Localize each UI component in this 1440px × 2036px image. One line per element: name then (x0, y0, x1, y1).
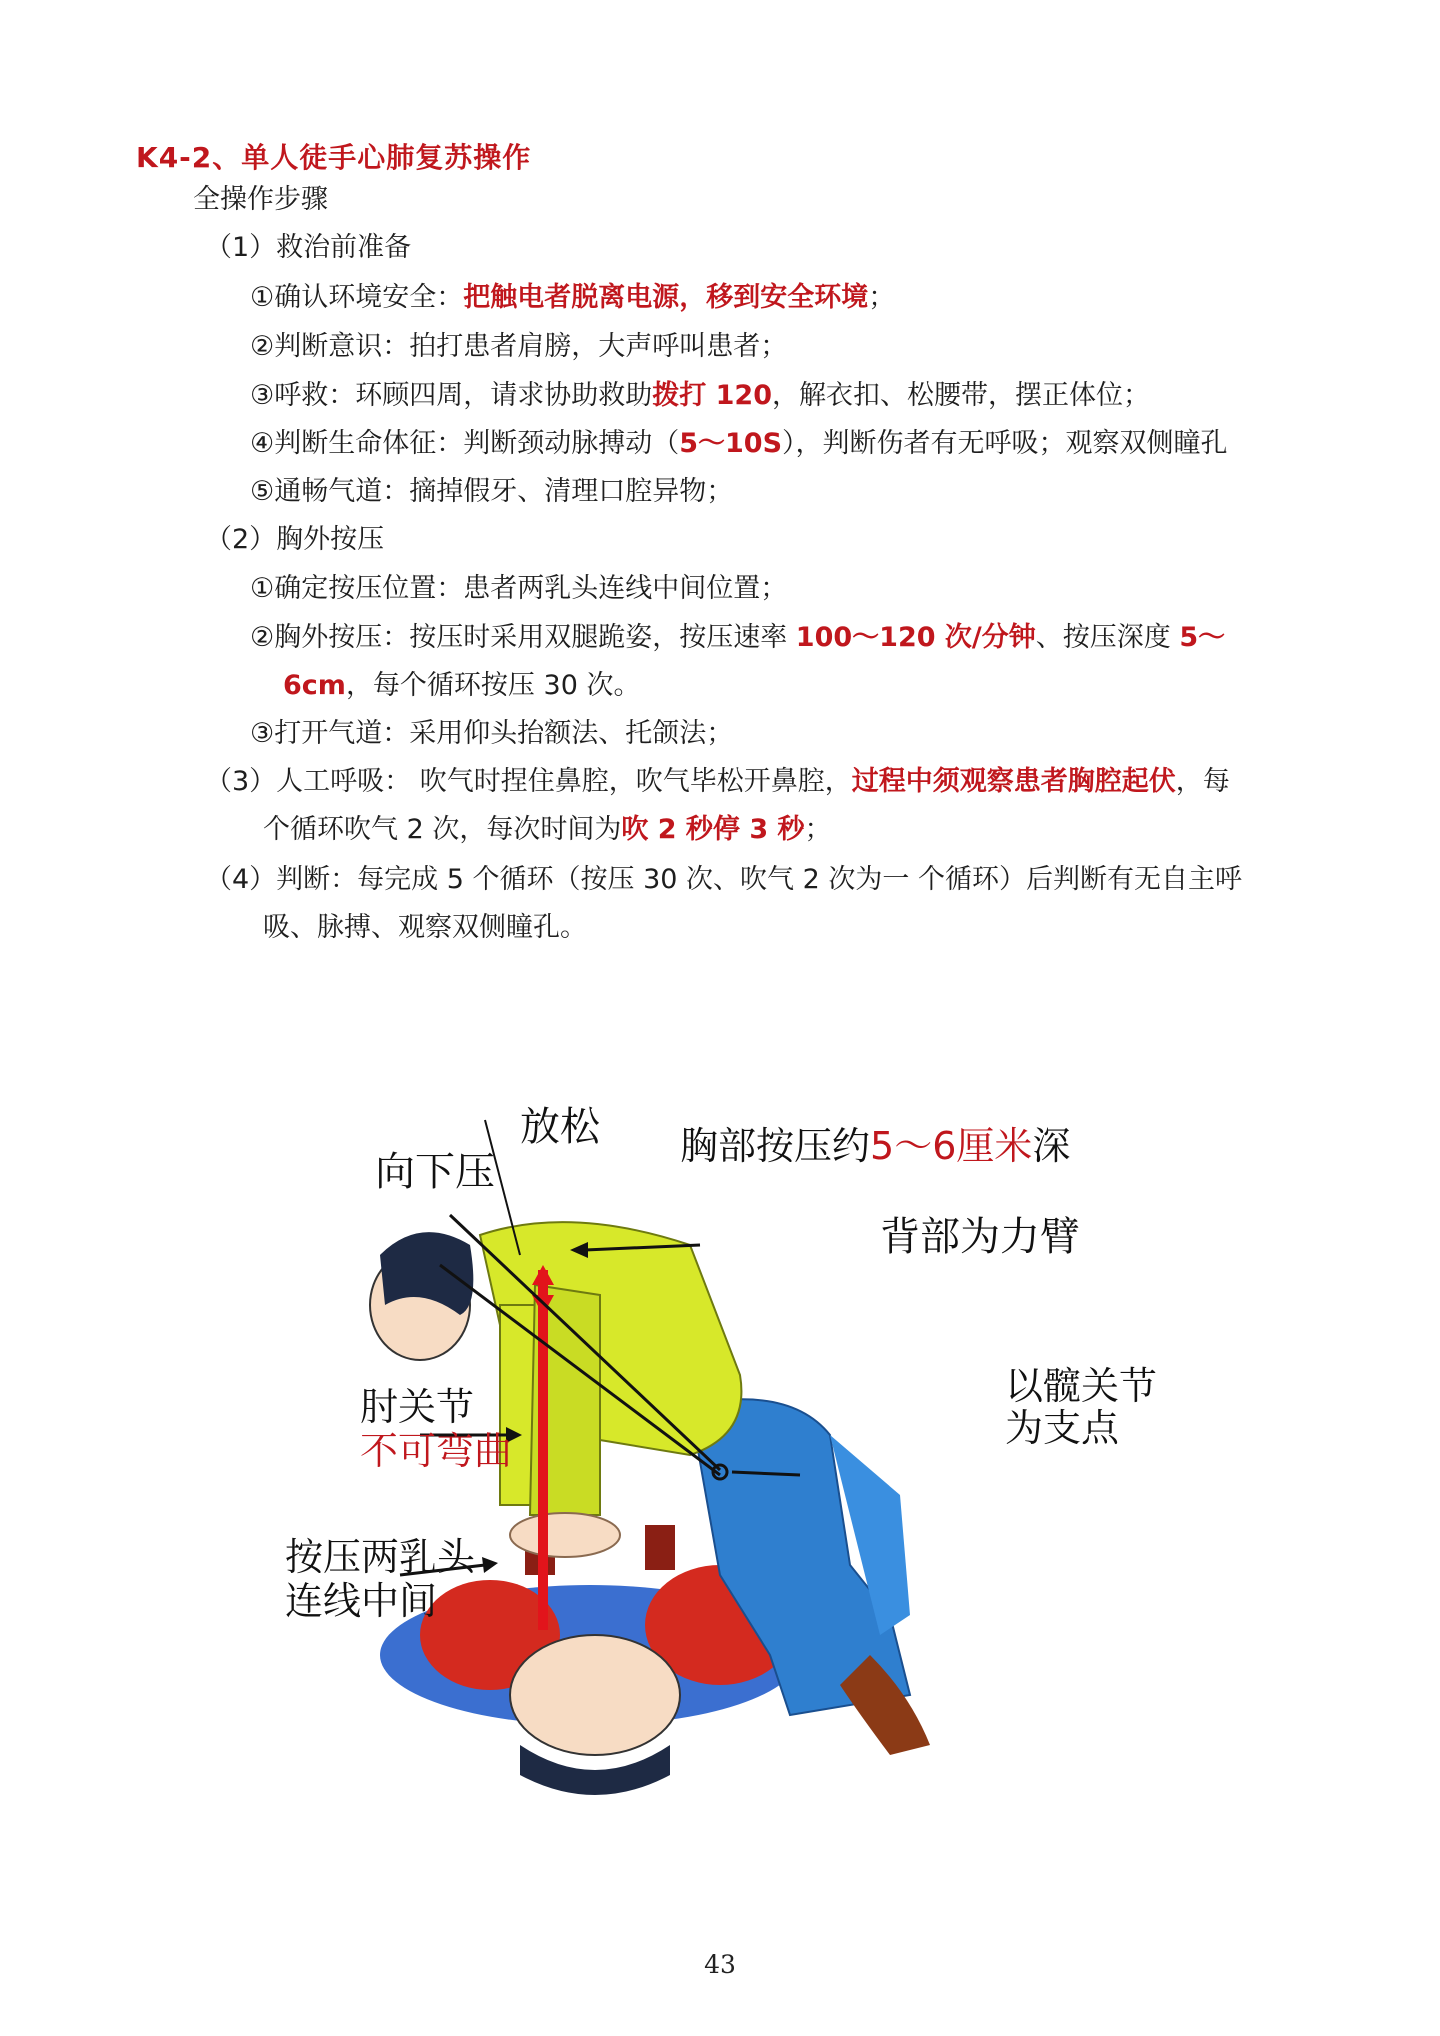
s3-highlight-1: 过程中须观察患者胸腔起伏 (851, 766, 1176, 797)
force-line (538, 1270, 548, 1630)
s1-item-2: ②判断意识：拍打患者肩膀，大声呼叫患者； (250, 331, 788, 362)
s1-i3-end: ，解衣扣、松腰带，摆正体位； (771, 380, 1150, 411)
label-hip-pivot-2: 为支点 (1005, 1406, 1120, 1450)
s1-i1-label: ①确认环境安全： (250, 282, 464, 313)
label-back-lever: 背部为力臂 (880, 1214, 1080, 1260)
s1-heading: （1）救治前准备 (205, 232, 412, 263)
label-relax: 放松 (520, 1104, 600, 1150)
s2-i2-mid: 、按压深度 (1035, 622, 1180, 653)
press-arrow-head-icon (482, 1557, 498, 1573)
label-chest-depth-a: 胸部按压约 (680, 1124, 871, 1168)
s2-item-1: ①确定按压位置：患者两乳头连线中间位置； (250, 573, 788, 604)
s4-line-2: 吸、脉搏、观察双侧瞳孔。 (263, 912, 587, 943)
s2-i2-depth-unit: 6cm (283, 670, 346, 701)
s4-line-1: （4）判断：每完成 5 个循环（按压 30 次、吹气 2 次为一 个循环）后判断有无自主呼 (205, 864, 1242, 895)
s2-i2-depth: 5～ (1179, 622, 1226, 653)
s1-i4-label: ④判断生命体征：判断颈动脉搏动（ (250, 428, 680, 459)
s2-i2-label: ②胸外按压：按压时采用双腿跪姿，按压速率 (250, 622, 796, 653)
s2-i2-rate: 100～120 次/分钟 (795, 622, 1036, 653)
patient-face (510, 1635, 680, 1755)
label-hip-pivot-1: 以髋关节 (1005, 1364, 1158, 1408)
s1-i4-highlight: 5～10S (679, 428, 783, 459)
label-press-pos-1: 按压两乳头 (285, 1535, 476, 1579)
s3-line-2 (263, 810, 832, 850)
s2-i2-end: ，每个循环按压 30 次。 (345, 670, 641, 701)
s1-i1-highlight: 把触电者脱离电源，移到安全环境 (463, 282, 869, 313)
s3-line-1 (205, 762, 1230, 802)
s2-item-3: ③打开气道：采用仰头抬额法、托颌法； (250, 718, 734, 749)
label-elbow-2: 不可弯曲 (360, 1429, 513, 1473)
s3-text-d: 个循环吹气 2 次，每次时间为 (263, 814, 622, 845)
patient-arm-right (645, 1525, 675, 1570)
s1-item-1 (250, 278, 895, 318)
s1-item-4 (250, 424, 1228, 464)
label-chest-depth-b: 5～6厘米 (870, 1124, 1033, 1168)
s2-item-2 (250, 618, 1225, 658)
s3-text-f: ； (804, 814, 832, 845)
label-press-pos-2: 连线中间 (285, 1579, 438, 1623)
label-elbow-1: 肘关节 (360, 1385, 475, 1429)
section-title: K4-2、单人徒手心肺复苏操作 (136, 141, 532, 174)
label-chest-depth-c: 深 (1032, 1124, 1071, 1168)
s3-text-c: ，每 (1175, 766, 1230, 797)
label-elbow (360, 1385, 512, 1473)
s1-item-3 (250, 376, 1150, 416)
s1-i3-label: ③呼救：环顾四周，请求协助救助 (250, 380, 653, 411)
label-press-down: 向下压 (375, 1149, 495, 1195)
s3-highlight-2: 吹 2 秒停 3 秒 (621, 814, 805, 845)
s3-text-a: （3）人工呼吸： 吹气时捏住鼻腔，吹气毕松开鼻腔， (205, 766, 852, 797)
s1-i4-end: ），判断伤者有无呼吸；观察双侧瞳孔 (782, 428, 1228, 459)
label-chest-depth (680, 1115, 1070, 1170)
s1-i3-highlight: 拨打 120 (652, 380, 772, 411)
label-hip-pivot (1005, 1365, 1157, 1449)
page-number: 43 (704, 1950, 736, 1979)
s1-item-5: ⑤通畅气道：摘掉假牙、清理口腔异物； (250, 476, 734, 507)
s2-item-2-cont (283, 666, 640, 706)
cpr-illustration (270, 1055, 1230, 1815)
s1-i1-end: ； (868, 282, 896, 313)
rescuer-hands (510, 1513, 620, 1557)
s2-heading: （2）胸外按压 (205, 524, 385, 555)
label-press-position (285, 1535, 475, 1623)
subtitle: 全操作步骤 (193, 184, 328, 215)
